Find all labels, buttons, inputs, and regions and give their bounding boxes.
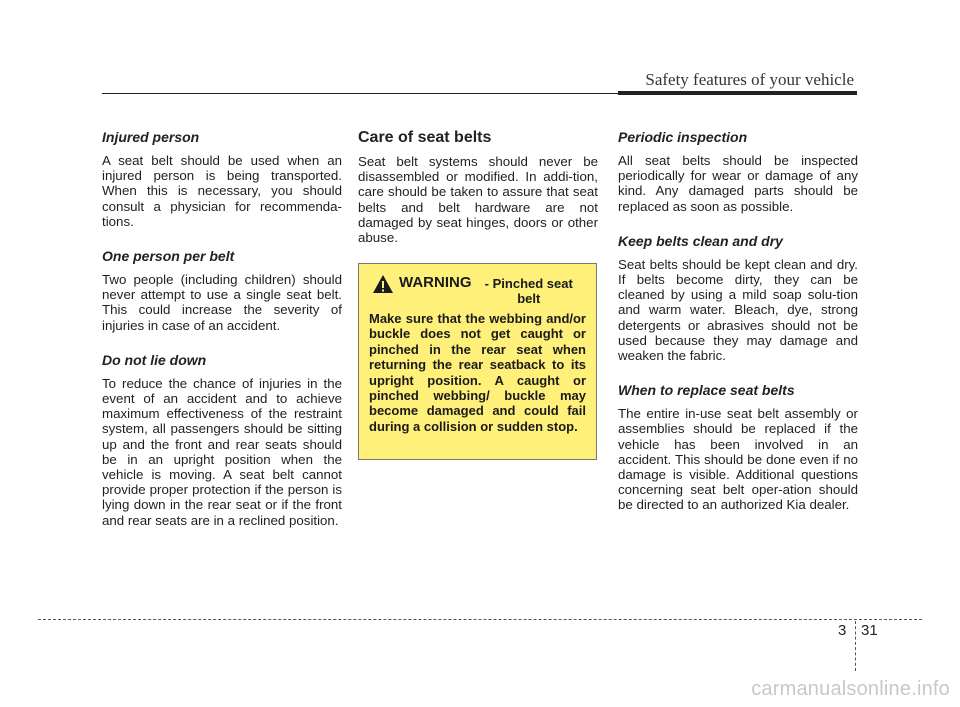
section-heading: Injured person bbox=[102, 129, 200, 145]
warning-triangle-icon bbox=[372, 274, 394, 294]
warning-word: WARNING bbox=[399, 274, 472, 291]
header-rule-accent bbox=[618, 91, 857, 95]
section-text: The entire in-use seat belt assembly or assemblies should be replaced if the vehicle has been involved in an accident. This should be done even if no damage is visible. Additional questions concerning seat belt oper-ation should be directed to an authorized Kia dealer. bbox=[618, 406, 858, 513]
watermark: carmanualsonline.info bbox=[751, 678, 950, 700]
warning-box bbox=[358, 263, 597, 460]
warning-header bbox=[369, 274, 586, 306]
middle-column bbox=[358, 128, 598, 263]
section-periodic-inspection bbox=[618, 128, 858, 214]
page-number: 31 bbox=[861, 622, 878, 639]
section-text: A seat belt should be used when an injured person is being transported. When this is necessary, you should consult a physician for recommenda-tions. bbox=[102, 153, 342, 229]
section-heading: Do not lie down bbox=[102, 351, 207, 368]
section-heading: One person per belt bbox=[102, 248, 235, 265]
footer-rule bbox=[38, 619, 922, 620]
section-heading: Keep belts clean and dry bbox=[618, 232, 783, 249]
section-do-not-lie-down bbox=[102, 351, 342, 528]
left-column bbox=[102, 128, 342, 546]
care-of-seat-belts-text: Seat belt systems should never be disassembled or modified. In addi-tion, care should be taken to assure that seat belts and belt hardware are not damaged by seat hinges, doors or other abuse. bbox=[358, 154, 598, 246]
care-of-seat-belts-heading: Care of seat belts bbox=[358, 129, 492, 146]
section-text: To reduce the chance of injuries in the event of an accident and to achieve maximum effectiveness of the restraint system, all passengers should be sitting up and the front and rear seats should be in an upright position when the vehicle is moving. A seat belt cannot provide proper protection if the person is lying down in the rear seat or if the front and rear seats are in a reclined position. bbox=[102, 375, 342, 528]
section-heading: Periodic inspection bbox=[618, 129, 748, 145]
section-injured-person bbox=[102, 128, 342, 229]
warning-title: - Pinched seat belt bbox=[484, 276, 573, 306]
chapter-number: 3 bbox=[838, 622, 847, 639]
section-text: Two people (including children) should never attempt to use a single seat belt. This could increase the severity of injuries in case of an accident. bbox=[102, 272, 342, 333]
page-number-divider bbox=[855, 621, 856, 671]
section-keep-belts-clean bbox=[618, 232, 858, 363]
header-title: Safety features of your vehicle bbox=[645, 70, 854, 89]
section-text: All seat belts should be inspected periodically for wear or damage of any kind. Any damaged parts should be replaced as soon as possible. bbox=[618, 153, 858, 214]
warning-body: Make sure that the webbing and/or buckle does not get caught or pinched in the rear seat when returning the rear seatback to its upright position. A caught or pinched webbing/ buckle may become damaged and could fail during a collision or sudden stop. bbox=[369, 311, 586, 434]
section-one-person-per-belt bbox=[102, 247, 342, 333]
section-text: Seat belts should be kept clean and dry. If belts become dirty, they can be cleaned by using a mild soap solu-tion and warm water. Bleach, dye, strong detergents or abrasives should not be used because they may damage and weaken the fabric. bbox=[618, 256, 858, 364]
section-when-to-replace bbox=[618, 381, 858, 512]
right-column bbox=[618, 128, 858, 531]
section-heading: When to replace seat belts bbox=[618, 382, 795, 399]
